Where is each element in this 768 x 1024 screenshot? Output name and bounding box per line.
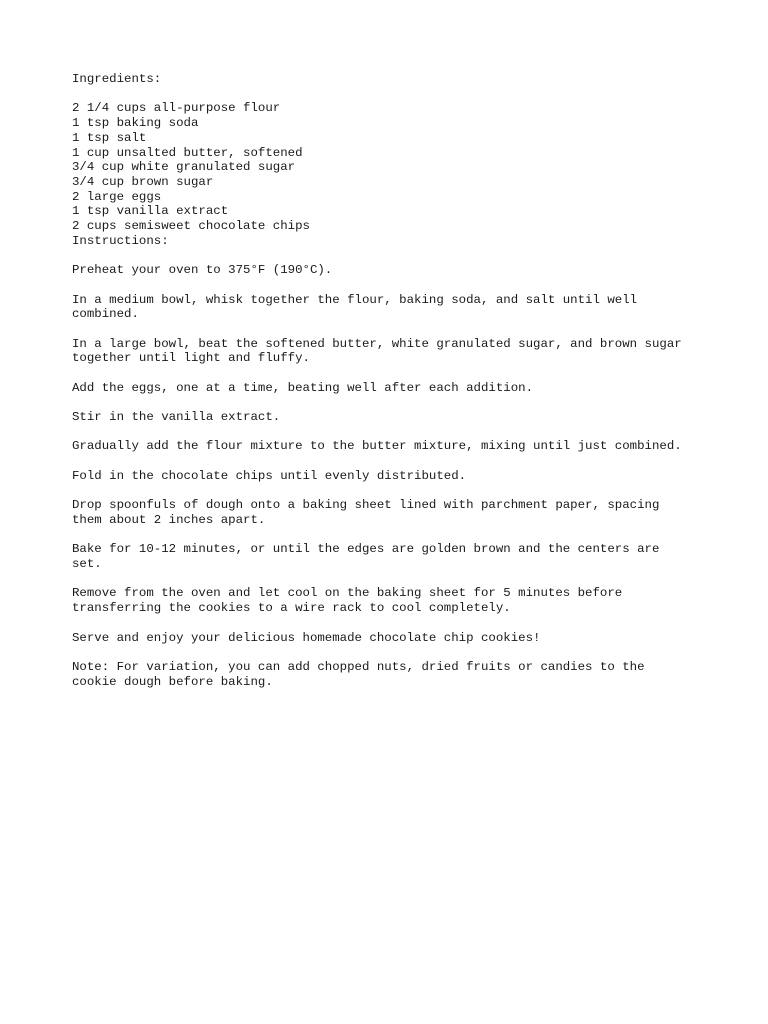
spacer [72,425,712,440]
instruction-step: In a medium bowl, whisk together the flour, baking soda, and salt until well combined. [72,292,638,322]
spacer [72,528,712,543]
spacer [72,366,712,381]
instruction-step: Fold in the chocolate chips until evenly distributed. [72,468,467,483]
instruction-step: Bake for 10-12 minutes, or until the edges are golden brown and the centers are set. [72,542,660,572]
instruction-step: Gradually add the flour mixture to the butter mixture, mixing until just combined. [72,439,682,454]
spacer [72,572,712,587]
ingredient-item: 1 cup unsalted butter, softened [72,145,303,160]
spacer [72,395,712,410]
instruction-step: Drop spoonfuls of dough onto a baking sheet lined with parchment paper, spacing them about 2 inches apart. [72,498,660,527]
recipe-document [72,72,712,689]
spacer [72,454,712,469]
ingredient-item: 3/4 cup brown sugar [72,174,214,189]
instruction-step: Add the eggs, one at a time, beating well after each addition. [72,380,534,395]
recipe-note: Note: For variation, you can add chopped nuts, dried fruits or candies to the cookie dough before baking. [72,659,645,689]
spacer [72,87,712,102]
instructions-heading: Instructions: [72,233,169,248]
ingredient-item: 1 tsp vanilla extract [72,204,229,219]
instruction-step: Preheat your oven to 375°F (190°C). [72,263,333,278]
ingredient-item: 3/4 cup white granulated sugar [72,160,296,175]
instruction-step: Remove from the oven and let cool on the baking sheet for 5 minutes before transferring the cookies to a wire rack to cool completely. [72,586,623,616]
instruction-step: In a large bowl, beat the softened butter, white granulated sugar, and brown sugar together until light and fluffy. [72,336,682,366]
ingredients-heading: Ingredients: [72,72,162,86]
ingredient-item: 2 1/4 cups all-purpose flour [72,101,281,116]
ingredient-item: 2 large eggs [72,189,162,204]
ingredient-item: 1 tsp baking soda [72,116,199,131]
spacer [72,616,712,631]
spacer [72,248,712,263]
spacer [72,278,712,293]
instruction-step: Serve and enjoy your delicious homemade chocolate chip cookies! [72,630,541,645]
instruction-step: Stir in the vanilla extract. [72,410,281,425]
spacer [72,484,712,499]
ingredient-item: 2 cups semisweet chocolate chips [72,219,310,234]
ingredient-item: 1 tsp salt [72,130,147,145]
spacer [72,645,712,660]
spacer [72,322,712,337]
